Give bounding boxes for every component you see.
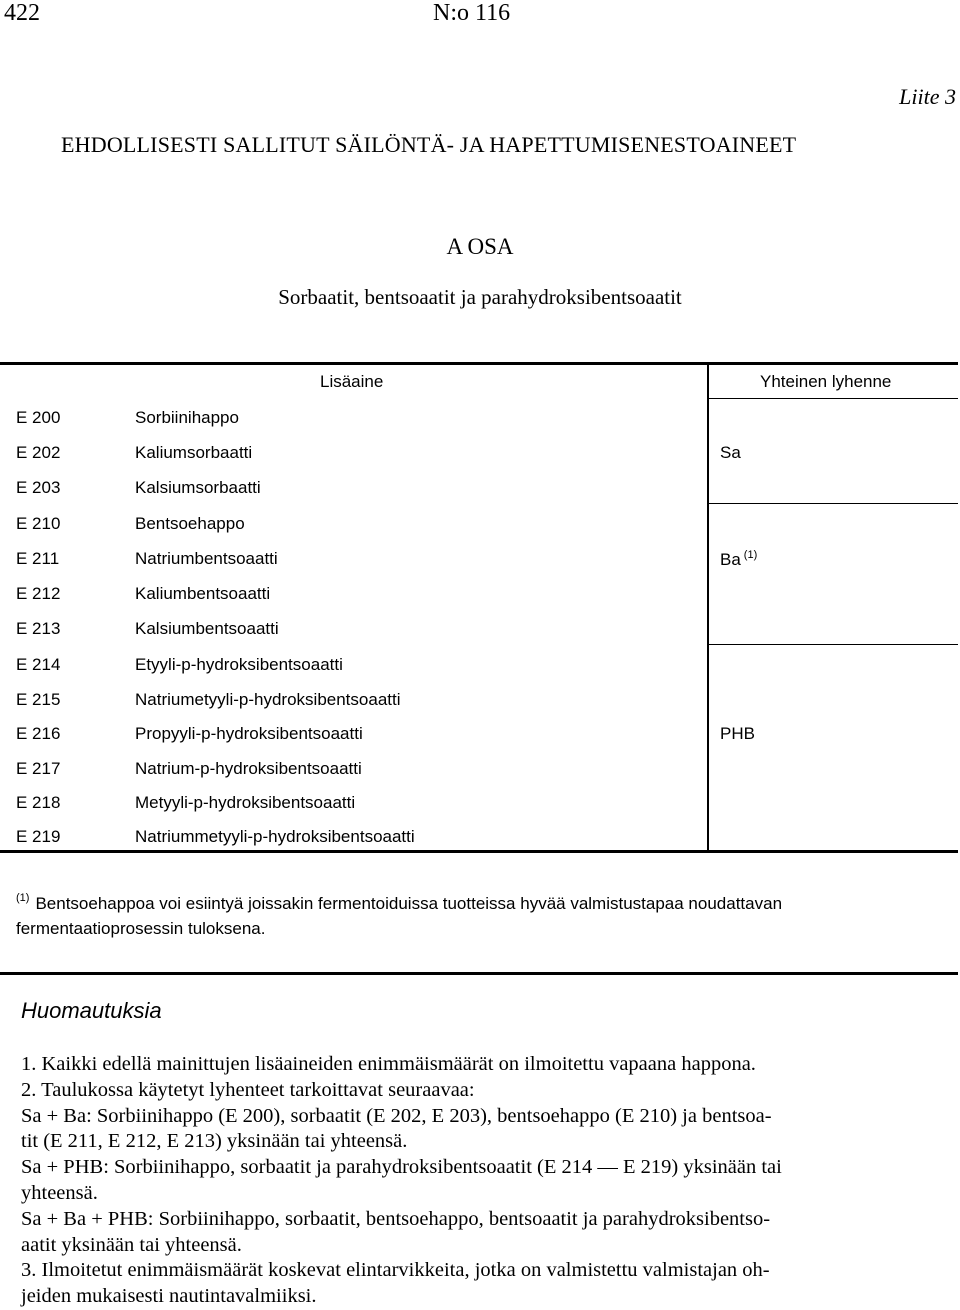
page-number: 422 xyxy=(4,0,40,26)
additive-name: Kaliumbentsoaatti xyxy=(135,584,271,603)
group-abbreviation-ba xyxy=(720,549,757,570)
additive-name: Metyyli-p-hydroksibentsoaatti xyxy=(135,793,356,812)
e-code: E 203 xyxy=(16,478,61,497)
e-code: E 212 xyxy=(16,584,61,603)
remark-line: tit (E 211, E 212, E 213) yksinään tai yhteensä. xyxy=(21,1130,408,1153)
table-top-rule xyxy=(0,362,958,365)
table-row xyxy=(0,506,958,541)
table-row xyxy=(0,682,958,717)
remark-line: Sa + Ba + PHB: Sorbiinihappo, sorbaatit, bentsoehappo, bentsoaatit ja parahydroksibentso- xyxy=(21,1207,771,1230)
table-footnote xyxy=(16,886,916,941)
table-row xyxy=(0,400,958,435)
additive-name: Sorbiinihappo xyxy=(135,408,239,427)
e-code: E 218 xyxy=(16,793,61,812)
additive-name: Kalsiumsorbaatti xyxy=(135,478,261,497)
e-code: E 210 xyxy=(16,514,61,533)
remark-line: yhteensä. xyxy=(21,1181,98,1204)
table-row xyxy=(0,611,958,646)
additive-name: Natrium-p-hydroksibentsoaatti xyxy=(135,759,362,778)
e-code: E 215 xyxy=(16,690,61,709)
remark-line: 2. Taulukossa käytetyt lyhenteet tarkoittavat seuraavaa: xyxy=(21,1078,475,1101)
group-abbreviation-sa xyxy=(720,443,741,463)
table-row xyxy=(0,785,958,820)
table-row xyxy=(0,647,958,682)
header-abbreviation: Yhteinen lyhenne xyxy=(760,372,892,391)
abbr-text: Ba xyxy=(720,550,741,569)
section-rule xyxy=(0,972,958,975)
section-subtitle: Sorbaatit, bentsoaatit ja parahydroksibentsoaatit xyxy=(278,285,682,309)
abbr-text: Sa xyxy=(720,443,741,462)
abbr-text: PHB xyxy=(720,724,755,743)
table-row xyxy=(0,751,958,786)
additive-name: Natriummetyyli-p-hydroksibentsoaatti xyxy=(135,827,415,846)
e-code: E 214 xyxy=(16,655,61,674)
group-abbreviation-phb xyxy=(720,724,755,744)
table-row xyxy=(0,541,958,576)
table-row xyxy=(0,576,958,611)
remark-line: Sa + PHB: Sorbiinihappo, sorbaatit ja parahydroksibentsoaatit (E 214 — E 219) yksinään tai xyxy=(21,1156,782,1179)
section-heading: A OSA xyxy=(446,234,514,259)
header-underline xyxy=(708,398,958,399)
table-row xyxy=(0,435,958,470)
e-code: E 200 xyxy=(16,408,61,427)
table-row xyxy=(0,716,958,751)
issue-number: N:o 116 xyxy=(433,0,511,26)
e-code: E 202 xyxy=(16,443,61,462)
remark-line: Sa + Ba: Sorbiinihappo (E 200), sorbaatit (E 202, E 203), bentsoehappo (E 210) ja bentsoa- xyxy=(21,1104,772,1127)
additive-name: Kaliumsorbaatti xyxy=(135,443,253,462)
footnote-ref: (1) xyxy=(743,549,758,561)
additive-name: Etyyli-p-hydroksibentsoaatti xyxy=(135,655,343,674)
table-row xyxy=(0,470,958,505)
e-code: E 213 xyxy=(16,619,61,638)
additive-name: Natriumbentsoaatti xyxy=(135,549,278,568)
footnote-text: Bentsoehappoa voi esiintyä joissakin fermentoiduissa tuotteissa hyvää valmistustapaa noudattavan fermentaatioprosessin tuloksena. xyxy=(16,894,783,938)
remarks-list xyxy=(21,1052,958,1310)
additive-name: Bentsoehappo xyxy=(135,514,245,533)
additive-name: Propyyli-p-hydroksibentsoaatti xyxy=(135,724,363,743)
remarks-heading: Huomautuksia xyxy=(21,998,162,1023)
additives-table xyxy=(0,362,958,853)
additive-name: Natriumetyyli-p-hydroksibentsoaatti xyxy=(135,690,401,709)
remark-line: 1. Kaikki edellä mainittujen lisäaineiden enimmäismäärät on ilmoitettu vapaana happona. xyxy=(21,1053,756,1075)
e-code: E 217 xyxy=(16,759,61,778)
table-row xyxy=(0,819,958,854)
footnote-marker: (1) xyxy=(16,892,30,904)
appendix-label: Liite 3 xyxy=(899,84,956,109)
remark-line: 3. Ilmoitetut enimmäismäärät koskevat elintarvikkeita, jotka on valmistettu valmistajan oh- xyxy=(21,1259,770,1282)
remark-line: jeiden mukaisesti nautintavalmiiksi. xyxy=(21,1285,317,1308)
e-code: E 211 xyxy=(16,549,60,568)
header-additive: Lisäaine xyxy=(320,372,384,391)
remark-line: aatit yksinään tai yhteensä. xyxy=(21,1233,242,1256)
e-code: E 216 xyxy=(16,724,61,743)
e-code: E 219 xyxy=(16,827,61,846)
document-title: EHDOLLISESTI SALLITUT SÄILÖNTÄ- JA HAPETTUMISENESTOAINEET xyxy=(61,132,797,157)
additive-name: Kalsiumbentsoaatti xyxy=(135,619,279,638)
